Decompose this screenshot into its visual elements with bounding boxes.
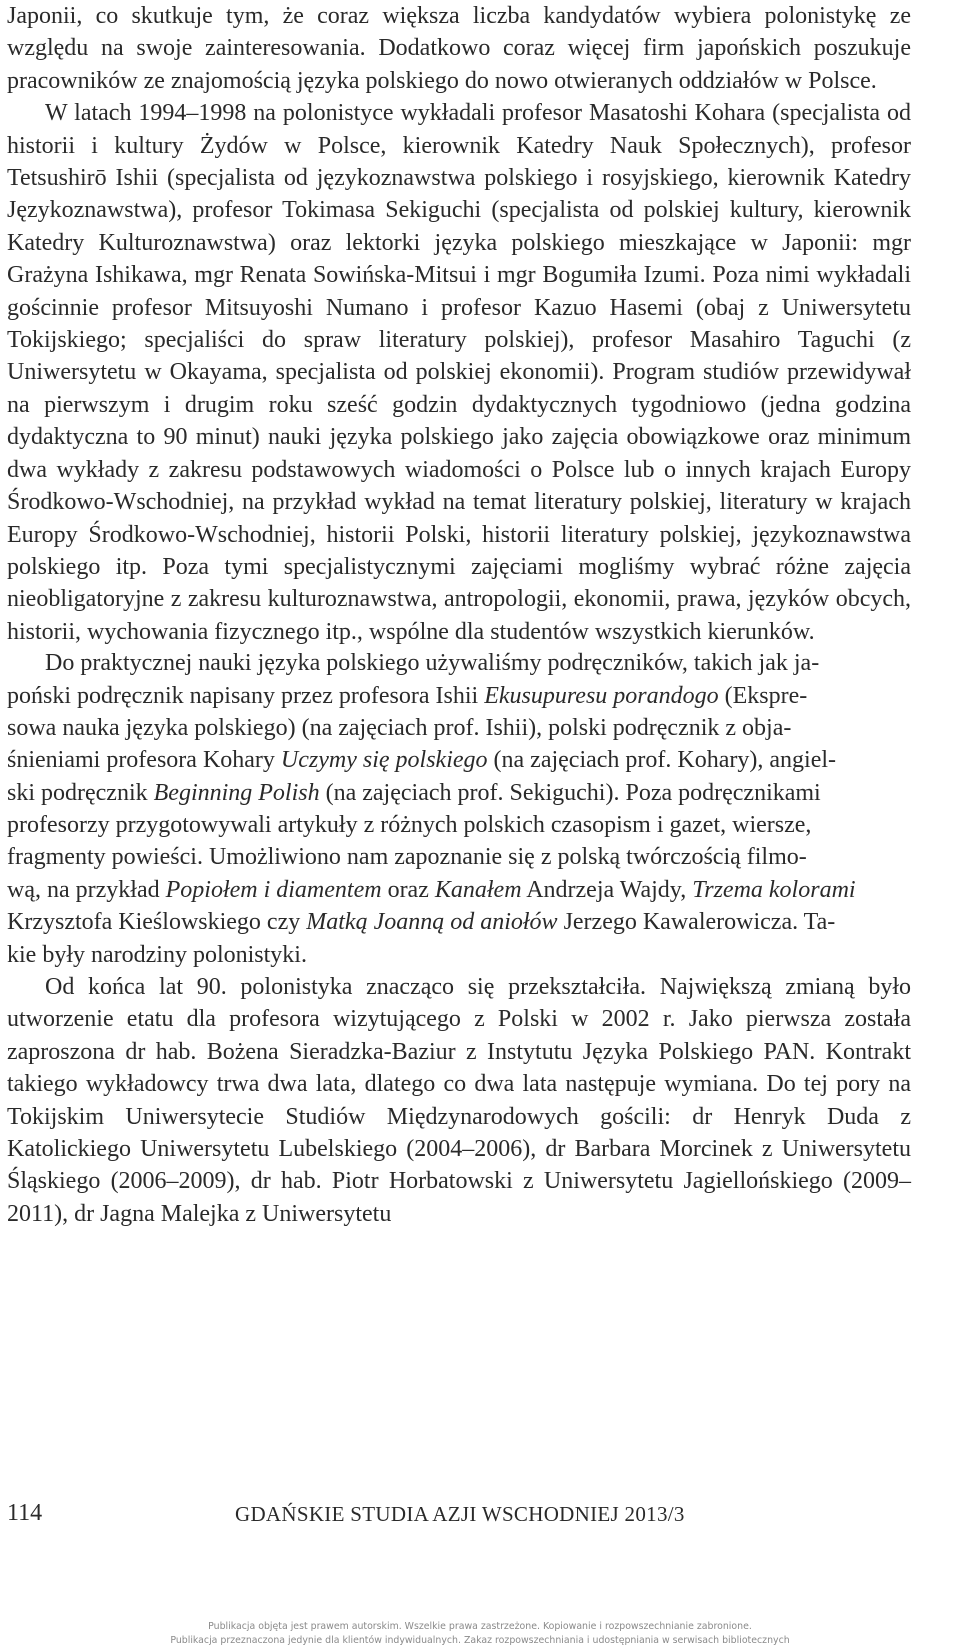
paragraph-4: Od końca lat 90. polonistyka znacząco się przekształciła. Największą zmianą było utworzenie etatu dla profesora wizytującego z Polski w 2002 r. Jako pierwsza została zaproszona dr hab. Bożena Sieradzka-Baziur z Instytutu Języka Polskiego PAN. Kontrakt takiego wykładowcy trwa dwa lata, dlatego co dwa lata następuje wymiana. Do tej pory na Tokijskim Uniwersytecie Studiów Międzynarodowych gościli: dr Henryk Duda z Katolickiego Uniwersytetu Lubelskiego (2004–2006), dr Barbara Morcinek z Uniwersytetu Śląskiego (2006–2009), dr hab. Piotr Horbatowski z Uniwersytetu Jagiellońskiego (2009–2011), dr Jagna Malejka z Uniwersytetu [7, 974, 911, 1227]
paragraph-2: W latach 1994–1998 na polonistyce wykładali profesor Masatoshi Kohara (specjalista od historii i kultury Żydów w Polsce, kierownik Katedry Nauk Społecznych), profesor Tetsushirō Ishii (specjalista od językoznawstwa polskiego i rosyjskiego, kierownik Katedry Językoznawstwa), profesor Tokimasa Sekiguchi (specjalista od polskiej kultury, kierownik Katedry Kulturoznawstwa) oraz lektorki języka polskiego mieszkające w Japonii: mgr Grażyna Ishikawa, mgr Renata Sowińska-Mitsui i mgr Bogumiła Izumi. Poza nimi wykładali gościnnie profesor Mitsuyoshi Numano i profesor Kazuo Hasemi (obaj z Uniwersytetu Tokijskiego; specjaliści do spraw literatury polskiej), profesor Masahiro Taguchi (z Uniwersytetu w Okayama, specjalista od polskiej ekonomii). Program studiów przewidywał na pierwszym i drugim roku sześć godzin dydaktycznych tygodniowo (jedna godzina dydaktyczna to 90 minut) nauki języka polskiego jako zajęcia obowiązkowe oraz minimum dwa wykłady z zakresu podstawowych wiadomości o Polsce lub o innych krajach Europy Środkowo-Wschodniej, na przykład wykład na temat literatury polskiej, literatury w krajach Europy Środkowo-Wschodniej, historii Polski, historii literatury polskiej, językoznawstwa polskiego itp. Poza tymi specjalistycznymi zajęciami mogliśmy wybrać różne zajęcia nieobligatoryjne z zakresu kulturoznawstwa, antropologii, ekonomii, prawa, języków obcych, historii, wychowania fizycznego itp., wspólne dla studentów wszystkich kierunków. [7, 100, 911, 645]
text-run: (Ekspre- [718, 682, 808, 709]
text-run: ski podręcznik [7, 779, 154, 806]
text-run: profesorzy przygotowywali artykuły z różnych polskich czasopism i gazet, wiersze, [7, 812, 812, 839]
copyright-notice-line-1: Publikacja objęta jest prawem autorskim. Wszelkie prawa zastrzeżone. Kopiowanie i rozpowszechnianie zabronione. [208, 1621, 752, 1632]
text-run: fragmenty powieści. Umożliwiono nam zapoznanie się z polską twórczością filmo- [7, 844, 807, 871]
paragraph-3-line [7, 744, 911, 776]
paragraph-3-line [7, 712, 911, 744]
paragraph-3-line [7, 841, 911, 873]
italic-title: Trzema kolorami [692, 876, 856, 903]
italic-title: Uczymy się polskiego [280, 747, 488, 774]
text-run: (na zajęciach prof. Kohary), angiel- [487, 747, 837, 774]
italic-title: Beginning Polish [153, 779, 320, 806]
text-run: Do praktycznej nauki języka polskiego używaliśmy podręczników, takich jak ja- [45, 650, 820, 677]
copyright-notice-line-2: Publikacja przeznaczona jedynie dla klientów indywidualnych. Zakaz rozpowszechniania i udostępniania w serwisach bibliotecznych [170, 1635, 790, 1646]
text-run: wą, na przykład [7, 876, 166, 903]
text-run: sowa nauka języka polskiego) (na zajęciach prof. Ishii), polski podręcznik z obja- [7, 714, 792, 741]
italic-title: Popiołem i diamentem [165, 876, 382, 903]
paragraph-3-line [7, 680, 911, 712]
paragraph-3-line [7, 939, 911, 971]
italic-title: Matką Joanną od aniołów [306, 909, 558, 936]
paragraph-3-line [7, 777, 911, 809]
text-run: kie były narodziny polonistyki. [7, 941, 307, 968]
text-run: śnieniami profesora Kohary [7, 747, 281, 774]
text-run: Krzysztofa Kieślowskiego czy [7, 909, 307, 936]
text-run: oraz [381, 876, 435, 903]
paragraph-3-line [7, 647, 911, 679]
paragraph-3-line [7, 809, 911, 841]
paragraph-1: Japonii, co skutkuje tym, że coraz większa liczba kandydatów wybiera polonistykę ze względu na swoje zainteresowania. Dodatkowo coraz więcej firm japońskich poszukuje pracowników ze znajomością języka polskiego do nowo otwieranych oddziałów w Polsce. [7, 3, 911, 94]
paragraph-3 [7, 647, 911, 971]
page-number: 114 [7, 1500, 43, 1526]
page-body [7, 0, 911, 1230]
text-run: Andrzeja Wajdy, [521, 876, 693, 903]
text-run: (na zajęciach prof. Sekiguchi). Poza podręcznikami [319, 779, 821, 806]
text-run: poński podręcznik napisany przez profesora Ishii [7, 682, 485, 709]
italic-title: Ekusupuresu porandogo [484, 682, 719, 709]
italic-title: Kanałem [434, 876, 522, 903]
paragraph-3-line [7, 906, 911, 938]
journal-title: GDAŃSKIE STUDIA AZJI WSCHODNIEJ 2013/3 [235, 1502, 685, 1526]
paragraph-3-line [7, 874, 911, 906]
text-run: Jerzego Kawalerowicza. Ta- [557, 909, 836, 936]
page-footer [7, 1500, 911, 1540]
